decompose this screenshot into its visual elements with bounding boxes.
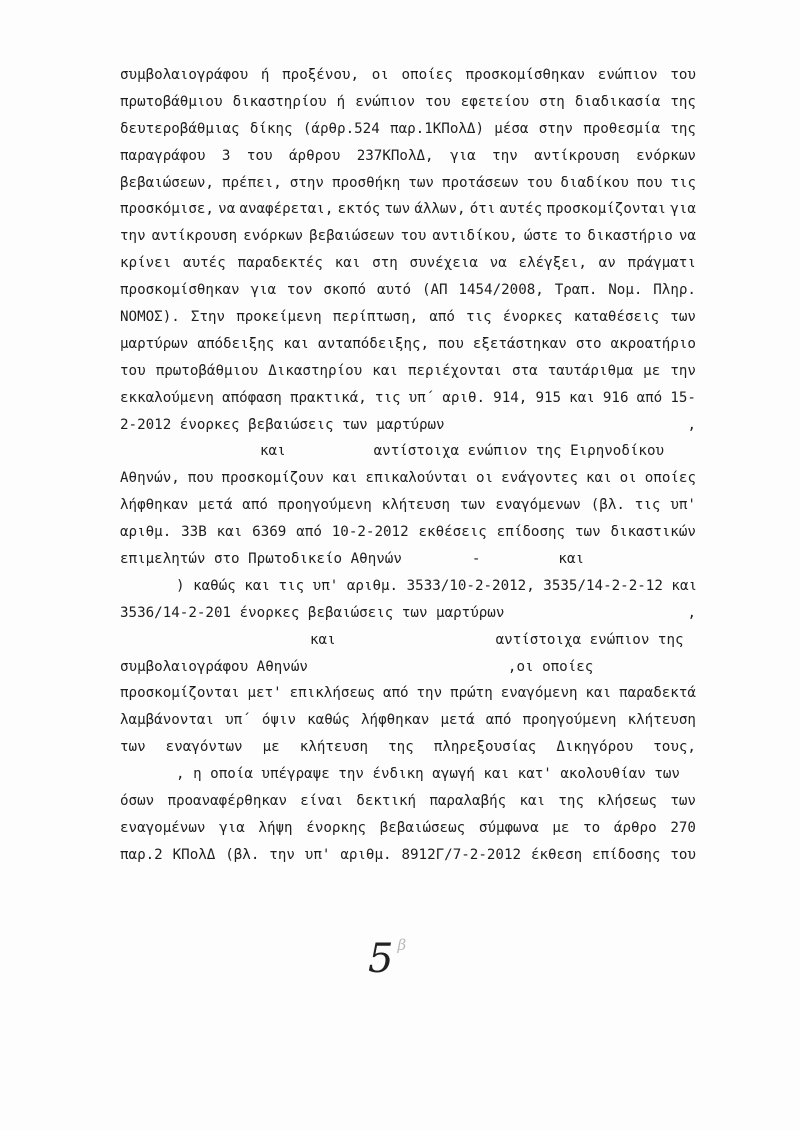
word: από [429,309,455,326]
word: προσκομίσθηκαν [120,282,240,299]
text-segment: 2-2012 ένορκες βεβαιώσεις των μαρτύρων [120,416,445,433]
word: λήψη [258,819,293,836]
word: την [269,846,295,863]
word: παραγράφου [120,147,206,164]
word: ώστε [523,228,559,245]
word: των [670,793,696,810]
word: 6369 [252,524,287,541]
text-line [120,815,696,842]
word: σύμφωνα [478,819,539,836]
word: μαρτύρων [120,335,189,352]
text-line [120,680,696,707]
word: εναγόμενων [495,497,581,514]
word: τις [670,174,696,191]
word: όψιν [261,712,297,729]
word: τον [286,282,313,299]
word: τους, [653,739,696,756]
word: 15- [670,389,696,406]
word: τις [374,389,401,406]
word: ΚΠολΔ [172,846,216,863]
word: της [670,120,696,137]
word: εξετάστηκαν [472,335,567,352]
word: έκθεση [530,846,583,863]
word: 33Β [181,524,207,541]
word: με [262,739,280,756]
word: ΝΟΜΟΣ). [120,309,180,326]
word: καθώς [307,712,350,729]
text-segment: και [260,443,286,460]
word: περίπτωση, [332,309,419,326]
word: 270 [670,819,696,836]
text-segment: οι οποίες [516,658,594,675]
word: των [408,174,434,191]
word: της [670,93,696,110]
word: του [526,174,553,191]
text-line [120,519,696,546]
text-segment: , [507,658,517,675]
text-line [120,358,696,385]
text-line [120,627,696,654]
word: αναφέρεται, [239,201,334,218]
word: οι [476,470,494,487]
word: 237ΚΠολΔ, [356,147,434,164]
word: της [388,739,414,756]
text-segment: αντίστοιχα ενώπιον της Ειρηνοδίκου [373,443,665,460]
text-line [120,304,696,331]
word: προσκομίζονται [120,685,240,702]
word: πρωτοβάθμιου [155,362,259,379]
word: δικαστήριο [587,228,673,245]
word: οι [371,67,389,83]
word: βεβαιώσεων, [120,174,214,191]
word: αριθ. [442,389,486,406]
word: να [678,228,696,245]
word: και [216,524,243,541]
word: αριθμ. [340,846,392,863]
word: παραδεκτά [619,685,696,702]
word: από [382,685,409,702]
word: οποίες [644,470,696,487]
word: για [250,282,277,299]
word: Δικηγόρου [556,739,634,756]
word: ελέγξει, [518,255,587,272]
text-segment: , [687,416,696,433]
word: και [519,793,546,810]
word: απόδειξης [197,335,275,352]
word: του [400,228,427,245]
word: εναγομένων [120,819,206,836]
document-text [120,62,696,869]
word: αντίκρουση [151,228,238,245]
text-segment: συμβολαιογράφου Αθηνών [120,658,308,675]
word: επίδοσης [496,524,566,541]
word: (άρθρ.524 [302,120,380,137]
word: πρακτικά, [289,389,367,406]
word: και [586,470,612,487]
word: λήφθηκαν [360,712,430,729]
word: περιέχονται [407,362,502,379]
word: αν [598,255,616,272]
word: αυτές [499,201,543,218]
word: του [246,147,273,164]
word: για [670,201,696,218]
word: άλλων, [414,201,466,218]
word: προσκομίζουν [221,470,324,487]
text-segment: - [471,551,481,568]
word: λαμβάνονται [120,712,214,729]
word: βεβαιώσεων [309,228,395,245]
word: υπ' [670,497,696,514]
word: αντίκρουση [534,147,620,164]
word: συνέχεια [409,255,478,272]
word: προσκομίσθηκαν [465,67,586,83]
word: κρίνει [120,255,172,272]
word: με [643,362,661,379]
word: να [218,201,236,218]
word: που [187,470,214,487]
word: από [296,524,322,541]
text-line [120,654,696,681]
word: υπ΄ [408,389,435,406]
word: που [636,174,663,191]
word: προσκόμισε, [120,201,214,218]
word: προθεσμία [583,120,661,137]
word: για [450,147,476,164]
word: ή [260,67,270,83]
text-line [120,734,696,761]
text-segment: αντίστοιχα ενώπιον της [495,631,684,648]
word: την [120,228,146,245]
word: τις [634,497,661,514]
word: Νομ. [608,282,643,299]
word: στη [372,255,398,272]
word: στην [538,120,573,137]
word: και [331,470,358,487]
text-line [120,196,696,223]
word: των [120,739,146,756]
text-segment: και [310,631,336,648]
word: επίδοσης [592,846,661,863]
text-line [120,223,696,250]
word: ότι [469,201,496,218]
word: και [334,255,361,272]
text-line [120,277,696,304]
word: μετ' [247,685,282,702]
word: επικαλούνται [365,470,469,487]
word: άρθρου [289,147,341,164]
text-line [120,492,696,519]
word: Πληρ. [653,282,696,299]
word: ενώπιον [597,67,658,83]
word: από [636,389,663,406]
text-line [120,707,696,734]
word: του [120,362,146,379]
word: ακροατήριο [610,335,696,352]
word: πρέπει, [221,174,282,191]
word: παραδεκτές [237,255,323,272]
text-line [120,62,696,89]
word: προηγούμενη [522,712,617,729]
word: οποίες [401,67,453,83]
word: εκτός [337,201,381,218]
word: δίκης [249,120,293,137]
word: με [552,819,570,836]
word: επικλήσεως [289,685,376,702]
word: αντιδίκου, [432,228,518,245]
text-line [120,412,696,439]
word: να [489,255,507,272]
page-number: 5 [368,936,394,982]
word: για [219,819,245,836]
text-line [120,89,696,116]
word: δεκτική [356,793,417,810]
word: δικαστηρίου [232,93,327,110]
word: τις [466,309,492,326]
word: διαδίκου [560,174,629,191]
word: πρωτοβάθμιου [120,93,223,110]
word: προσθήκη [331,174,401,191]
word: την [416,685,443,702]
word: εφετείου [460,93,530,110]
word: το [564,228,582,245]
word: λήφθηκαν [120,497,189,514]
word: 10-2-2012 [331,524,409,541]
word: των [574,524,601,541]
word: από [485,712,512,729]
word: της [558,793,584,810]
text-line [120,788,696,815]
text-segment: και [558,551,585,568]
text-line [120,600,696,627]
text-segment: επιμελητών στο Πρωτοδικείο Αθηνών [120,551,402,568]
word: στην [289,174,324,191]
word: σκοπό [323,282,367,299]
text-segment: , [687,604,696,621]
word: προσκομίζονται [546,201,667,218]
word: αυτό [376,282,412,299]
word: κλήσεως [597,793,658,810]
word: οι [619,470,637,487]
word: εκθέσεις [418,524,487,541]
word: των [670,309,696,326]
word: κλήτευση [381,497,451,514]
word: ενόρκων [243,228,304,245]
word: ένορκης [306,819,367,836]
word: είναι [300,793,344,810]
word: των [384,201,411,218]
word: (ΑΠ [421,282,448,299]
word: Τραπ. [554,282,598,299]
word: υπ' [304,846,331,863]
text-line [120,331,696,358]
text-segment: , η οποία υπέγραψε την ένδικη αγωγή και κατ' ακολουθίαν των [176,766,680,783]
word: πληρεξουσίας [433,739,537,756]
word: που [438,335,464,352]
word: Δικαστηρίου [268,362,363,379]
word: κλήτευση [627,712,696,729]
word: 915 [535,389,562,406]
word: εναγόμενη [500,685,578,702]
word: ανταπόδειξης, [318,335,430,352]
word: προτάσεων [441,174,519,191]
word: προαναφέρθηκαν [167,793,288,810]
word: δευτεροβάθμιας [120,120,240,137]
word: 914, [493,389,528,406]
word: εκκαλούμενη [120,389,214,406]
word: άρθρο [613,819,657,836]
word: ταυτάριθμα [547,362,634,379]
word: ενόρκων [636,147,696,164]
word: προηγούμενη [277,497,372,514]
text-line [120,385,696,412]
text-line [120,546,696,573]
word: (βλ. [590,497,625,514]
word: το [583,819,601,836]
word: ή [336,93,346,110]
word: και [569,389,595,406]
word: συμβολαιογράφου [120,67,249,83]
word: 916 [602,389,629,406]
text-line [120,438,696,465]
word: προκείμενη [236,309,322,326]
word: Στην [190,309,226,326]
word: του [425,93,451,110]
word: ενάγοντες [501,470,579,487]
word: του [670,67,696,83]
word: από [242,497,268,514]
word: βεβαιώσεως [379,819,466,836]
word: μετά [198,497,233,514]
text-line [120,761,696,788]
word: αριθμ. [120,524,172,541]
word: ένορκες [502,309,563,326]
text-line [120,465,696,492]
word: δικαστικών [610,524,696,541]
word: απόφαση [222,389,282,406]
text-line [120,250,696,277]
word: πρώτη [450,685,493,702]
word: 8912Γ/7-2-2012 [401,846,522,863]
word: παρ.1ΚΠολΔ) [390,120,484,137]
word: εναγόντων [165,739,243,756]
word: παρ.2 [120,846,163,863]
word: υπ΄ [225,712,251,729]
word: Αθηνών, [120,470,180,487]
word: ενώπιον [355,93,415,110]
text-line [120,116,696,143]
page-number-suffix: β [397,936,407,954]
word: διαδικασία [574,93,661,110]
word: παραλαβής [429,793,507,810]
text-line [120,143,696,170]
word: προξένου, [282,67,359,83]
text-line [120,573,696,600]
handwritten-page-number [368,936,406,982]
word: στα [512,362,538,379]
text-segment: ) καθώς και τις υπ' αριθμ. 3533/10-2-2012, 3535/14-2-2-12 και [176,577,698,594]
word: την [492,147,518,164]
word: στο [575,335,602,352]
word: 3 [221,147,231,164]
word: (βλ. [225,846,260,863]
text-segment: 3536/14-2-201 ένορκες βεβαιώσεις των μαρτύρων [120,604,505,621]
word: του [670,846,696,863]
word: και [585,685,612,702]
word: 1454/2008, [458,282,544,299]
word: κλήτευση [299,739,369,756]
word: την [670,362,696,379]
word: των [459,497,486,514]
word: μέσα [494,120,529,137]
word: και [372,362,398,379]
word: μετά [440,712,475,729]
word: καταθέσεις [573,309,660,326]
text-line [120,842,696,869]
word: και [283,335,309,352]
word: όσων [120,793,155,810]
word: στη [539,93,565,110]
text-line [120,170,696,197]
word: πράγματι [627,255,696,272]
word: αυτές [183,255,226,272]
